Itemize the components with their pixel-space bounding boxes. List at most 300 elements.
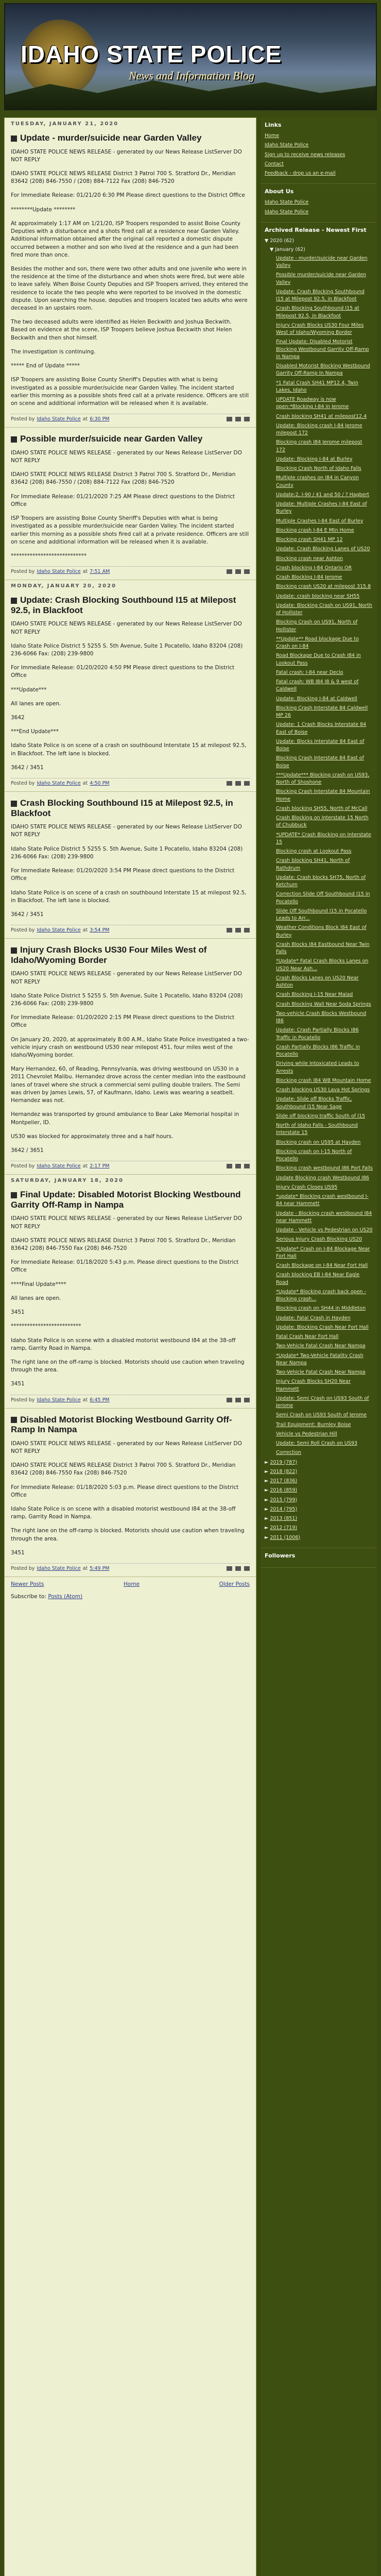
comment-icon[interactable] [227,569,232,574]
archive-year-item: ► 2016 (859) [265,1487,298,1494]
post-paragraph: The two deceased adults were identified as Helen Beckwith and Joshua Beckwith. Based on evidence at the scene, ISP Troopers believe Joshua Beckwith shot Helen Beckwith and then shot himself. [11,319,232,341]
post-title-text[interactable]: Crash Blocking Southbound I15 at Milepost 92.5, in Blackfoot [11,798,233,818]
archive-entry-link[interactable]: Vehicle vs Pedestrian Hill [276,1431,337,1437]
archive-entry-link[interactable]: *Update* Crash on I-84 Blockage Near Fort Hall [276,1246,370,1259]
post-at-label: at [82,416,88,422]
archive-entry-link[interactable]: Blocking crash at Lookout Pass [276,849,352,854]
archive-entry-link[interactable]: Slide off blocking traffic South of I15 [276,1113,366,1119]
archive-title: Archived Release - Newest First [265,226,367,233]
email-icon[interactable] [235,569,241,574]
archive-entry-link[interactable]: Serious Injury Crash Blocking US20 [276,1236,362,1243]
archive-entry-item [265,957,373,974]
archive-entry-item [265,1226,373,1235]
post-time-link[interactable]: 2:17 PM [90,1163,110,1170]
email-icon[interactable] [235,1164,241,1168]
post-author-link[interactable]: Idaho State Police [37,781,81,787]
archive-entry-item [265,907,373,924]
archive-entry-item [265,1314,373,1323]
post-paragraph: ISP Troopers are assisting Boise County Sheriff's Deputies with what is being investigated as a possible murder/suicide near Garden Valley. The incident started earlier this morning as a possible shots fired call at a private residence. Officers are still on scene and additional information will be released when it is available. [11,377,249,407]
archive-entry-link[interactable]: Crash blocking EB I-84 Near Eagle Road [276,1272,360,1285]
post-title-text[interactable]: Possible murder/suicide near Garden Valley [20,434,203,444]
archive-entry-link[interactable]: Update - Blocking crash westbound I84 near Hammett [276,1210,372,1224]
post-title[interactable] [11,945,250,965]
archive-year-link[interactable]: 2015 (799) [270,1497,298,1503]
older-posts-link[interactable]: Older Posts [219,1581,250,1588]
post-paragraph: 3642 / 3451 [11,764,44,771]
post-paragraph: 3642 / 3651 [11,1147,44,1154]
archive-entry-item [265,873,373,890]
archive-entry-link[interactable]: Blocking Crash North of Idaho Falls [276,466,361,471]
email-icon[interactable] [235,1398,241,1402]
edit-icon[interactable] [244,1566,250,1571]
post-author-link[interactable]: Idaho State Police [37,416,81,422]
archive-entry-link[interactable]: Update: 1 Crash Blocks Interstate 84 East of Boise [276,722,367,735]
archive-entry-item [265,1112,373,1121]
archive-entry-link[interactable]: Weather Conditions Block I84 East of Burley [276,925,367,938]
archive-entry-link[interactable]: Crash Blocking I-15 Near Malad [276,992,353,998]
archive-entry-link[interactable]: Injury Crash Blocks US30 Four Miles West of Idaho/Wyoming Border [276,322,364,335]
archive-entry-item [265,974,373,991]
post-bullet-icon [11,436,17,443]
archive-year-link[interactable]: 2016 (859) [270,1487,298,1494]
post-action-icons [227,569,250,574]
archive-entry-link[interactable]: Correction [276,1450,302,1456]
archive-entry-link[interactable]: UPDATE Roadway is now open:*Blocking I-84 in Jerome [276,397,349,410]
post-paragraph: IDAHO STATE POLICE NEWS RELEASE - generated by our News Release ListServer DO NOT REPLY [11,621,242,635]
archive-entry-item [265,500,373,517]
archive-entry-link[interactable]: *Update* Blocking crash back open - Blocking crash... [276,1289,367,1302]
links-widget [261,117,377,184]
archive-entry-link[interactable]: Blocking crash I84 WB Mountain Home [276,1077,371,1083]
archive-entry-item [265,1287,373,1304]
posted-by-label: Posted by [11,1397,35,1403]
archive-entry-link[interactable]: Update: crash blocking near SH55 [276,593,360,599]
post-footer [11,566,250,577]
archive-entry-link[interactable]: Update: Slide off Blocks Traffic, Southbound I15 Near Sage [276,1096,352,1110]
post-paragraph: All lanes are open. [11,1295,61,1301]
sidebar-link-link[interactable]: Idaho State Police [265,142,309,148]
archive-entry-link[interactable]: Blocking crash I-84 E Mtn Home [276,527,354,533]
archive-entry-link[interactable]: Crash Blocking Southbound I15 at Milepost 92.5, in Blackfoot [276,306,359,319]
links-title: Links [265,122,282,128]
archive-entry-item [265,1351,373,1368]
sidebar-link-link[interactable]: Home [265,133,280,139]
archive-entry-item [265,421,373,438]
about-list [265,198,373,217]
post-paragraph: ISP Troopers are assisting Boise County Sheriff's Deputies with what is being investigated as a possible murder/suicide near Garden Valley. The incident started earlier this morning as a possible shots fired call at a private residence. Officers are still on scene and additional information will be released when it is available. [11,515,249,545]
archive-entry-link[interactable]: Possible murder/suicide near Garden Valley [276,272,367,285]
post-author-link[interactable]: Idaho State Police [37,1566,81,1572]
archive-entry-link[interactable]: Update: Crash blocks SH75, North of Ketchum [276,874,366,888]
post-time-link[interactable]: 5:49 PM [90,1566,110,1572]
archive-entry-link[interactable]: Crash Blocking Wall Near Soda Springs [276,1001,371,1007]
archive-entry-link[interactable]: Blocking crash on SH44 in Middleton [276,1306,366,1312]
archive-entry-link[interactable]: Trail Equipment: Burnley Boise [276,1421,351,1428]
archive-years-list [265,1458,373,1543]
archive-entry-link[interactable]: Blocking Crash on US91, North of Hollister [276,619,358,633]
comment-icon[interactable] [227,1566,232,1571]
archive-entry-link[interactable]: Blocking crash on I-15 North of Pocatello [276,1148,352,1162]
about-item [265,208,373,217]
archive-entry-item [265,464,373,473]
archive-entry-item [265,1138,373,1147]
archive-entry-item [265,337,373,362]
archive-year-link[interactable]: 2018 (822) [270,1468,298,1475]
archive-entry-item [265,1235,373,1244]
archive-entry-link[interactable]: North of Idaho Falls - Southbound Interstate 15 [276,1123,358,1136]
archive-year-link[interactable]: 2011 (1006) [270,1534,301,1540]
post-paragraph: 3451 [11,1381,25,1387]
archive-entry-link[interactable]: Crash blocking I-84 Ontario OR [276,565,352,571]
post-at-label: at [82,1566,88,1572]
archive-entry-link[interactable]: Blocking crash near Ashton [276,555,343,562]
blog-post [5,1183,256,1408]
archive-entry-link[interactable]: Blocking Crash Interstate 84 Mountain Home [276,789,370,802]
archive-entry-link[interactable]: ***Update*** Blocking crash on US93, North of Shoshone [276,772,370,785]
archive-entry-link[interactable]: Blocking Crash Interstate 84 Caldwell MP 26 [276,705,368,718]
archive-entry-item [265,618,373,635]
archive-entry-link[interactable]: **Update** Road blockage Due to Crash on I-84 [276,636,359,649]
archive-entry-link[interactable]: Crash blocking SH41, North of Rathdrum [276,858,350,871]
post-bullet-icon [11,135,17,142]
archive-entry-item [265,651,373,668]
archive-entry-link[interactable]: Driving while Intoxicated Leads to Arrests [276,1061,359,1074]
archive-entry-link[interactable]: Update: Crash Blocking Lanes of US20 [276,546,370,552]
post-paragraph: IDAHO STATE POLICE NEWS RELEASE - generated by our News Release ListServer DO NOT REPLY [11,971,242,985]
edit-icon[interactable] [244,417,250,421]
newer-posts-link[interactable]: Newer Posts [11,1581,44,1588]
post-author-link[interactable]: Idaho State Police [37,569,81,575]
archive-year-link[interactable]: 2012 (719) [270,1525,298,1531]
post-paragraph: For Immediate Release: 01/20/2020 2:15 PM Please direct questions to the District Office [11,1014,235,1029]
archive-entry-link[interactable]: Final Update: Disabled Motorist Blocking Westbound Garrity Off-Ramp in Nampa [276,339,369,360]
archive-entry-link[interactable]: Crash blocking SH55, North of McCall [276,805,368,811]
archive-year-item: ► 2017 (836) [265,1478,298,1484]
archive-entry-link[interactable]: Update: Fatal Crash in Hayden [276,1315,351,1321]
archive-entry-item [265,287,373,304]
sidebar-link-item [265,141,373,150]
archive-entry-link[interactable]: Update: Crash Blocking Southbound I15 at Milepost 92.5, in Blackfoot [276,289,365,302]
archive-entry-link[interactable]: Fatal crash: WB I84 I8 & 9 west of Caldwell [276,679,359,692]
post-paragraph: For Immediate Release: 01/20/2020 4:50 PM Please direct questions to the District Office [11,665,235,679]
archive-entry-link[interactable]: Update Blocking crash Westbound I86 [276,1175,369,1181]
archive-entry-link[interactable]: Multiple Crashes I-84 East of Burley [276,518,363,524]
email-icon[interactable] [235,1566,241,1571]
archive-entry-item [265,1420,373,1430]
post-title-text[interactable]: Disabled Motorist Blocking Westbound Garrity Off-Ramp In Nampa [11,1414,232,1435]
post-title[interactable] [11,434,250,444]
archive-entry-item [265,1000,373,1009]
archive-entry-item [265,1304,373,1313]
site-title[interactable]: IDAHO STATE POLICE [21,41,282,67]
post-paragraph: IDAHO STATE POLICE NEWS RELEASE - generated by our News Release ListServer DO NOT REPLY [11,148,242,163]
archive-month-january[interactable]: ▼ January (62) [270,246,305,252]
post-title[interactable] [11,133,250,143]
edit-icon[interactable] [244,928,250,933]
archive-entry-link[interactable]: Two-Vehicle Fatal Crash Near Nampa [276,1343,366,1349]
pager [5,1577,256,1591]
email-icon[interactable] [235,928,241,933]
post-paragraph: IDAHO STATE POLICE NEWS RELEASE - generated by our News Release ListServer DO NOT REPLY [11,824,242,838]
archive-entry-link[interactable]: Blocking crash US20 at milepost 315.8 [276,584,371,590]
post-footer [11,414,250,424]
header-banner [4,3,377,110]
post-paragraph: Hernandez was transported by ground ambulance to Bear Lake Memorial hospital in Montpelier, ID. [11,1111,239,1126]
archive-entry-item [265,1209,373,1226]
archive-entry-link[interactable]: Blocking crash I84 Jerome milepost 172 [276,439,362,453]
archive-entry-link[interactable]: Update: Blocking crash I-84 Jerome milepost 172 [276,422,362,436]
comment-icon[interactable] [227,1164,232,1168]
archive-entry-item [265,804,373,814]
archive-entry-link[interactable]: *Update* Two-Vehicle Fatality Crash Near Nampa [276,1352,363,1366]
home-link[interactable]: Home [124,1581,140,1588]
post-at-label: at [82,1397,88,1403]
archive-entry-item [265,304,373,321]
archive-entry-item [265,831,373,848]
archive-entry-link[interactable]: *Update* Fatal Crash Blocks Lanes on US20 Near Ash... [276,958,369,972]
post-title-text[interactable]: Final Update: Disabled Motorist Blocking Westbound Garrity Off-Ramp in Nampa [11,1190,241,1210]
post-author-link[interactable]: Idaho State Police [37,1397,81,1403]
email-icon[interactable] [235,781,241,786]
archive-entry-item [265,1245,373,1262]
archive-entry-link[interactable]: Crash Partially Blocks I86 Traffic in Pocatello [276,1044,360,1057]
archive-entry-link[interactable]: Update: Blocking I-84 at Caldwell [276,696,357,702]
post-paragraph: On January 20, 2020, at approximately 8:00 A.M., Idaho State Police investigated a two-vehicle injury crash on westbound US30 near milepost 451, four miles west of the Idaho/Wyoming border. [11,1036,249,1059]
archive-year-link[interactable]: 2017 (836) [270,1478,298,1484]
post-footer [11,1395,250,1405]
archive-entry-link[interactable]: Update - Vehicle vs Pedestrian on US20 [276,1227,373,1233]
archive-entry-link[interactable]: Blocking crash SH41 MP 12 [276,537,343,543]
post-bullet-icon [11,1192,17,1198]
archive-year-item: ► 2015 (799) [265,1497,298,1503]
archive-entry-link[interactable]: Fatal crash: I-84 near Declo [276,669,343,675]
archive-entry-item [265,254,373,271]
post-at-label: at [82,927,88,934]
archive-year-item: ► 2013 (851) [265,1516,298,1521]
post-time-link[interactable]: 7:51 AM [90,569,110,575]
edit-icon[interactable] [244,1398,250,1402]
archive-entry-item [265,517,373,526]
sidebar-link-link[interactable]: Feedback - drop us an e-mail [265,171,336,176]
archive-entry-item [265,1086,373,1095]
archive-entry-item [265,438,373,455]
sidebar [261,117,377,2576]
post-paragraph: IDAHO STATE POLICE NEWS RELEASE District 3 Patrol 700 S. Stratford Dr., Meridian 83642 (208) 846-7550 / (208) 884-7122 Fax (208) 846-7520 [11,471,236,486]
post-paragraph: ***Update*** [11,686,47,693]
archive-entry-link[interactable]: Injury Crash Blocks SH20 Near Hammett [276,1379,351,1392]
post-paragraph: For Immediate Release: 01/21/2020 7:25 AM Please direct questions to the District Office [11,493,235,507]
archive-entry-link[interactable]: Slide Off Southbound I15 in Pocatello Leads to Arr... [276,908,367,921]
post-author-link[interactable]: Idaho State Police [37,927,81,934]
post-title-text[interactable]: Update - murder/suicide near Garden Valley [20,133,202,143]
archive-year-2020[interactable]: ▼ 2020 (62) [265,238,295,244]
archive-entry-item [265,668,373,677]
archive-entry-item [265,1095,373,1112]
archive-entry-link[interactable]: Disabled Motorist Blocking Westbound Garrity Off-Ramp In Nampa [276,363,370,377]
archive-entry-link[interactable]: Crash Blocks Lanes on US20 Near Ashton [276,975,359,988]
post-title[interactable] [11,1190,250,1210]
post-title[interactable] [11,1415,250,1435]
post-paragraph: ****Final Update**** [11,1281,66,1287]
archive-entry-link[interactable]: Update: Crash Partially Blocks I86 Traffic in Pocatello [276,1027,359,1041]
post-title[interactable] [11,798,250,818]
archive-entry-link[interactable]: Update: Blocking Crash Near Fort Hall [276,1324,369,1330]
sidebar-link-link[interactable]: Sign up to receive news releases [265,151,345,158]
edit-icon[interactable] [244,569,250,574]
archive-entry-item [265,412,373,421]
post-paragraph: The right lane on the off-ramp is blocked. Motorists should use caution when traveling through the area. [11,1359,245,1374]
post-paragraph: ********Update ******** [11,206,76,213]
archive-entry-item [265,1332,373,1342]
archive-entry-item [265,535,373,545]
post-paragraph: ***** End of Update ***** [11,363,80,369]
date-header: MONDAY, JANUARY 20, 2020 [11,583,117,589]
archive-entry-link[interactable]: Update: Semi Roll Crash on US93 [276,1440,357,1446]
archive-entry-item [265,890,373,907]
post-bullet-icon [11,947,17,954]
post-paragraph: Mary Hernandez, 60, of Reading, Pennsylvania, was driving westbound on US30 in a 2011 Chevrolet Malibu. Hernandez drove across the center median into the eastbound lanes of travel where she struck a commercial semi pulling double trailers. The Semi was driven by James Lewis, 57, of Kaufmann, Idaho. Lewis was wearing a seatbelt. Hernandez was not. [11,1066,246,1104]
archive-entry-item [265,554,373,564]
date-header: SATURDAY, JANUARY 18, 2020 [11,1178,124,1184]
archive-year-link[interactable]: 2019 (787) [270,1459,298,1465]
archive-entry-link[interactable]: Two-Vehicle Fatal Crash Near Nampa [276,1369,366,1375]
followers-widget [261,1548,377,1568]
archive-entry-link[interactable]: Semi Crash on US93 South of Jerome [276,1412,367,1418]
archive-entry-link[interactable]: Fatal Crash Near Fort Hall [276,1334,339,1340]
post-paragraph: All lanes are open. [11,700,61,707]
post-title-text[interactable]: Injury Crash Blocks US30 Four Miles West of Idaho/Wyoming Border [11,945,207,965]
post-time-link[interactable]: 4:50 PM [90,781,110,787]
post-title-text[interactable]: Update: Crash Blocking Southbound I15 at Milepost 92.5, in Blackfoot [11,595,236,615]
archive-entry-link[interactable]: Correction Slide Off Southbound I15 in Pocatello [276,891,370,905]
archive-entry-item [265,379,373,396]
sidebar-link-item [265,150,373,160]
post-paragraph: IDAHO STATE POLICE NEWS RELEASE - generated by our News Release ListServer DO NOT REPLY [11,1215,242,1230]
archive-entry-item [265,473,373,490]
archive-entry-item [265,564,373,573]
archive-year-item: ► 2018 (822) [265,1468,298,1475]
archive-entry-item [265,940,373,957]
edit-icon[interactable] [244,781,250,786]
post-title[interactable] [11,595,250,615]
archive-entry-item [265,635,373,652]
blog-post [5,939,256,1175]
archive-entry-item [265,990,373,999]
email-icon[interactable] [235,417,241,421]
post-paragraph: The right lane on the off-ramp is blocked. Motorists should use caution when traveling through the area. [11,1528,245,1542]
post-at-label: at [82,569,88,575]
archive-entry-link[interactable]: Crash Blocking I-84 Jerome [276,574,342,580]
archive-entry-link[interactable]: Crash Blockage on I-84 Near Fort Hall [276,1263,368,1268]
archive-entry-link[interactable]: Update:2, I-90 / 41 and 50 / ? Hagbert [276,492,370,498]
post-action-icons [227,928,250,933]
archive-entry-link[interactable]: Update: Semi Crash on US93 South of Jerome [276,1395,369,1409]
comment-icon[interactable] [227,417,232,421]
archive-entry-item [265,1270,373,1287]
archive-entry-link[interactable]: *UPDATE* Crash Blocking on Interstate 15 [276,832,371,845]
post-paragraph: 3642 / 3451 [11,911,44,918]
archive-entry-item [265,720,373,737]
archive-entry-link[interactable]: Update: Blocks Interstate 84 East of Boise [276,738,365,752]
comment-icon[interactable] [227,928,232,933]
archive-entry-link[interactable]: Blocking crash westbound I86 Port Falls [276,1165,373,1172]
archive-entry-link[interactable]: Update: Blocking I-84 at Burley [276,456,353,462]
post-bullet-icon [11,1417,17,1423]
archive-year-link[interactable]: 2014 (795) [270,1506,298,1512]
post-paragraph: For Immediate Release: 01/20/2020 3:54 PM Please direct questions to the District Office [11,868,235,882]
archive-entry-link[interactable]: Road Blockage Due to Crash I84 in Lookout Pass [276,653,361,666]
posted-by-label: Posted by [11,927,35,934]
main-column [4,117,256,2576]
post-bullet-icon [11,801,17,807]
archive-entry-link[interactable]: Crash Blocks I84 Eastbound Near Twin Falls [276,941,370,955]
archive-entry-link[interactable]: *1 Fatal Crash SH41 MP12.4, Twin Lakes, Idaho [276,380,358,393]
archive-entry-item [265,592,373,601]
post-action-icons [227,417,250,421]
archive-entry-link[interactable]: Two-vehicle Crash Blocks Westbound I86 [276,1010,367,1024]
archive-year-item: ► 2011 (1006) [265,1534,301,1540]
post-action-icons [227,1164,250,1168]
archive-entry-link[interactable]: Crash blocking US30 Lava Hot Springs [276,1087,370,1093]
comment-icon[interactable] [227,1398,232,1402]
archive-entry-link[interactable]: Injury Crash Closes US95 [276,1184,338,1190]
comment-icon[interactable] [227,781,232,786]
post-time-link[interactable]: 6:30 PM [90,416,110,422]
archive-list [265,254,373,1458]
edit-icon[interactable] [244,1164,250,1168]
archive-entry-item [265,545,373,554]
subscribe-atom-link[interactable]: Posts (Atom) [48,1594,83,1600]
post-footer [11,925,250,935]
post-time-link[interactable]: 3:54 PM [90,927,110,934]
posted-by-label: Posted by [11,1566,35,1572]
archive-entry-link[interactable]: Update: Blocking Crash on US91, North of Hollister [276,602,372,616]
sidebar-link-link[interactable]: Contact [265,161,284,167]
archive-entry-link[interactable]: Blocking crash on US95 at Hayden [276,1139,361,1145]
archive-year-link[interactable]: 2013 (851) [270,1516,298,1521]
archive-entry-item [265,321,373,338]
archive-entry-link[interactable]: Crash Blocking on Interstate 15 North of Chubbuck [276,815,369,828]
archive-entry-item [265,1368,373,1377]
post-paragraph: IDAHO STATE POLICE NEWS RELEASE District 3 Patrol 700 S. Stratford Dr., Meridian 83642 (208) 846-7550 Fax (208) 846-7520 [11,1462,236,1477]
archive-entry-link[interactable]: Crash blocking SH41 at milepost12.4 [276,413,367,419]
archive-entry-link[interactable]: *update* Blocking crash westbound I-84 near Hammett [276,1194,369,1207]
archive-entry-item [265,1192,373,1209]
blog-post [5,792,256,939]
archive-entry-item [265,1323,373,1332]
archive-entry-link[interactable]: Update - murder/suicide near Garden Valley [276,255,368,268]
archive-entry-link[interactable]: Blocking Crash Interstate 84 East of Boise [276,755,364,769]
archive-entry-item [265,1342,373,1351]
post-paragraph: IDAHO STATE POLICE NEWS RELEASE District 3 Patrol 700 S. Stratford Dr., Meridian 83642 (208) 846-7550 Fax (208) 846-7520 [11,1237,236,1251]
post-time-link[interactable]: 6:45 PM [90,1397,110,1403]
post-author-link[interactable]: Idaho State Police [37,1163,81,1170]
archive-entry-item [265,754,373,771]
about-link[interactable]: Idaho State Police [265,199,309,206]
post-action-icons [227,781,250,786]
post-action-icons [227,1566,250,1571]
about-link[interactable]: Idaho State Police [265,209,309,215]
archive-entry-link[interactable]: Multiple crashes on I84 in Canyon County [276,475,359,488]
sidebar-link-item [265,169,373,178]
subscribe-row [5,1591,256,1602]
archive-entry-item [265,1059,373,1076]
archive-widget [261,223,377,1548]
archive-entry-link[interactable]: Update: Multiple Crashes I-84 East of Burley [276,501,367,515]
archive-entry-item [265,771,373,788]
post-paragraph: ***End Update*** [11,728,59,735]
archive-entry-item [265,737,373,754]
